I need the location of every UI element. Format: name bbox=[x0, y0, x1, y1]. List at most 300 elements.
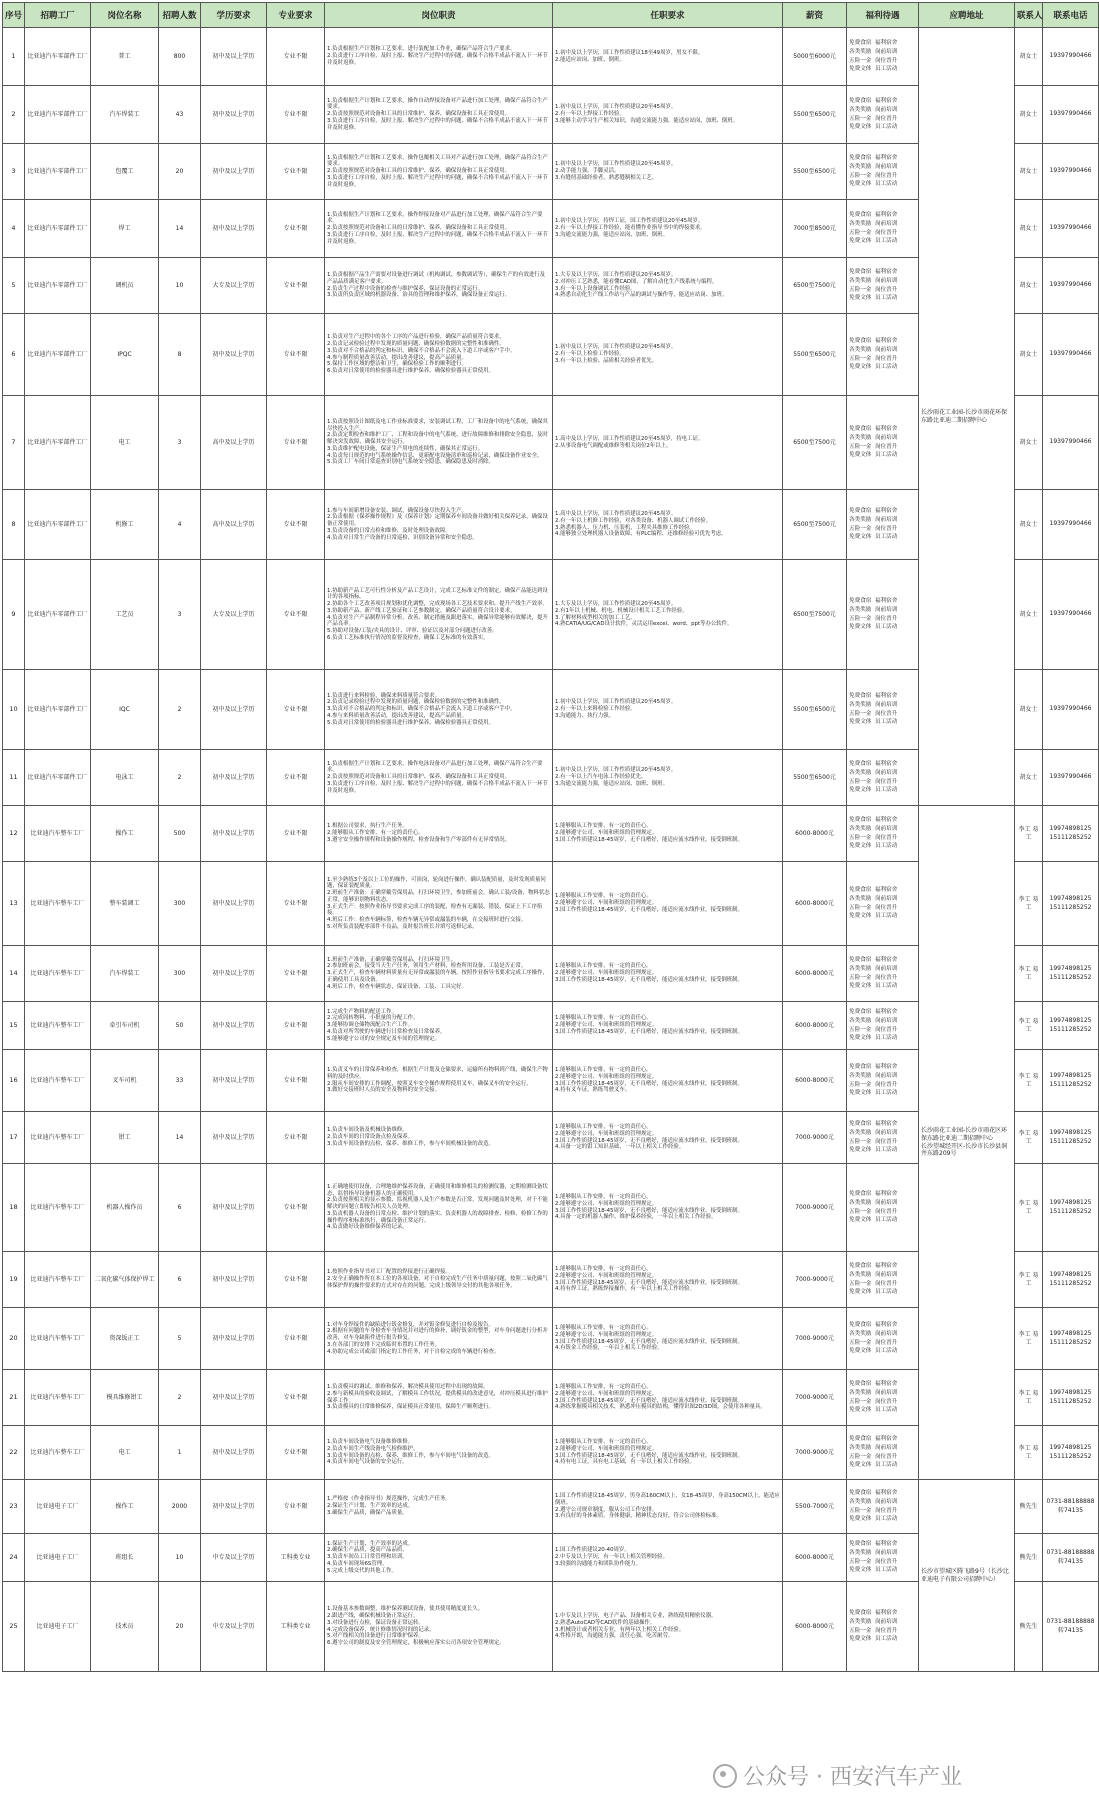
recruitment-table-sheet bbox=[2, 2, 1095, 1803]
duties-cell-line: 4.参与来料质量改善活动，提出改善建议，提高产品质量。 bbox=[327, 712, 467, 719]
requirements-cell-line: 1.能够服从工作安排，有一定的责任心。 bbox=[555, 893, 652, 900]
position-cell: 汽车焊装工 bbox=[91, 86, 159, 144]
benefit-item: 免费文体 bbox=[849, 1567, 872, 1574]
benefit-item: 员工活动 bbox=[874, 1090, 898, 1097]
duties-cell bbox=[325, 1112, 553, 1164]
benefit-item: 岗位晋升 bbox=[874, 286, 898, 293]
row-number: 3 bbox=[3, 144, 25, 200]
row-number: 14 bbox=[3, 946, 25, 1002]
phone-cell: 0731-88188888转74135 bbox=[1043, 1582, 1099, 1672]
benefit-line bbox=[849, 443, 916, 452]
position-cell: 普工 bbox=[91, 28, 159, 86]
education-cell: 初中及以上学历 bbox=[201, 1370, 267, 1426]
requirements-cell-line: 1.能够服从工作安排，有一定的责任心。 bbox=[555, 1384, 652, 1390]
benefit-item: 免费文体 bbox=[849, 624, 872, 631]
benefit-line bbox=[849, 974, 916, 983]
benefit-line bbox=[849, 1566, 916, 1575]
contact-person-cell: 胡女士 bbox=[1015, 144, 1043, 200]
benefit-item: 五险一金 bbox=[849, 286, 872, 293]
contact-person-cell: 李工 易工 bbox=[1015, 1370, 1043, 1426]
benefit-item: 福利宿舍 bbox=[874, 338, 898, 345]
duties-cell-line: 1.负责车间设备电气设备维修维修。 bbox=[327, 1439, 414, 1445]
duties-cell bbox=[325, 1252, 553, 1308]
benefit-item: 五险一金 bbox=[849, 1339, 872, 1346]
requirements-cell bbox=[553, 1002, 783, 1050]
benefit-item: 员工活动 bbox=[874, 295, 898, 302]
benefits-cell bbox=[847, 1308, 919, 1370]
headcount-cell: 33 bbox=[159, 1050, 201, 1112]
benefit-item: 各类奖励 bbox=[849, 346, 872, 353]
benefits-cell bbox=[847, 560, 919, 670]
duties-cell-line: 4.负责对日常生产设备的日常巡检，识别设备异常和安全隐患。 bbox=[327, 534, 478, 541]
phone-cell: 19974898125 15111285252 bbox=[1043, 1112, 1099, 1164]
requirements-cell-line: 3.国工作性质建议18-45周岁，无不良嗜好，能适应流水线作业，接受倒班制。 bbox=[555, 1338, 743, 1345]
benefit-item: 岗前培训 bbox=[874, 1444, 898, 1451]
benefit-item: 五险一金 bbox=[849, 1453, 872, 1460]
phone-cell: 19397990466 bbox=[1043, 560, 1099, 670]
benefit-item: 岗前培训 bbox=[874, 1017, 898, 1024]
phone-cell: 19397990466 bbox=[1043, 144, 1099, 200]
benefit-item: 免费食宿 bbox=[849, 1322, 872, 1329]
benefit-item: 岗位晋升 bbox=[874, 974, 898, 981]
headcount-cell: 2000 bbox=[159, 1480, 201, 1534]
benefit-item: 岗位晋升 bbox=[874, 1026, 898, 1033]
duties-cell-line: 5.负责对日常使用的检验器具进行维护保养，确保检验器具正常使用。 bbox=[327, 719, 494, 726]
benefit-item: 免费文体 bbox=[849, 1636, 872, 1643]
benefit-item: 各类奖励 bbox=[849, 163, 872, 170]
contact-person-cell: 胡女士 bbox=[1015, 490, 1043, 560]
benefit-line bbox=[849, 1498, 916, 1507]
header-cell: 招聘人数 bbox=[159, 3, 201, 28]
contact-person-cell: 李工 易工 bbox=[1015, 1112, 1043, 1164]
benefit-item: 免费文体 bbox=[849, 1090, 872, 1097]
duties-cell-line: 6.负责对日常使用的检验器具进行维护保养，确保检验器具正常使用。 bbox=[327, 368, 494, 374]
requirements-cell-line: 2.动手能力强，手脚灵活。 bbox=[555, 168, 620, 175]
salary-cell: 6000-8000元 bbox=[783, 806, 847, 862]
duties-cell-line: 4.完成设备保养，统计修维情况时间的记录。 bbox=[327, 1626, 435, 1633]
benefit-item: 免费文体 bbox=[849, 1217, 872, 1224]
education-cell: 初中及以上学历 bbox=[201, 1252, 267, 1308]
duties-cell bbox=[325, 396, 553, 490]
duties-cell-line: 3.负责进行工序自检，及时上报、解决生产过程中的问题，确保不合格半成品不流入下一环节并及时返修。 bbox=[327, 780, 548, 794]
benefit-item: 各类奖励 bbox=[849, 769, 872, 776]
duties-cell bbox=[325, 1534, 553, 1582]
benefit-item: 各类奖励 bbox=[849, 1129, 872, 1136]
salary-cell: 6500至7500元 bbox=[783, 258, 847, 314]
duties-cell-line: 3.能够协调仓储物流配合生产工作。 bbox=[327, 1022, 414, 1029]
benefit-item: 免费文体 bbox=[849, 1462, 872, 1469]
duties-cell-line: 2.完成周转物料、小批量的分配工作。 bbox=[327, 1015, 419, 1022]
benefit-line bbox=[849, 1489, 916, 1498]
headcount-cell: 500 bbox=[159, 806, 201, 862]
major-cell: 工科类专业 bbox=[267, 1582, 325, 1672]
benefit-line bbox=[849, 701, 916, 710]
education-cell: 高中及以上学历 bbox=[201, 490, 267, 560]
benefit-line bbox=[849, 786, 916, 795]
duties-cell bbox=[325, 806, 553, 862]
duties-cell-line: 1.对车身焊接件的缺陷进行钣金修复，并对钣金修复进行自检及报告。 bbox=[327, 1321, 494, 1328]
requirements-cell-line: 3.国工作性质建议18-45周岁，无不良嗜好，能适应流水线作业，接受倒班制。 bbox=[555, 1207, 743, 1214]
duties-cell-line: 3.负责所负责区域的机器设备、治具的管理和维护保养，确保设备正常运行。 bbox=[327, 292, 511, 299]
major-cell: 专业不限 bbox=[267, 1308, 325, 1370]
duties-cell-line: 3.正式生产：按照作业指导书要求完成工序的装配，检查有无漏装、错装，保证上下工序衔接。 bbox=[327, 903, 543, 917]
duties-cell-line: 4.参与制程质量改善活动，提出改善建议，提高产品质量。 bbox=[327, 354, 467, 361]
duties-cell-line: 1.负责进行来料检验，确保来料质量符合要求。 bbox=[327, 692, 440, 699]
requirements-cell bbox=[553, 1308, 783, 1370]
benefits-cell bbox=[847, 1002, 919, 1050]
requirements-cell bbox=[553, 1582, 783, 1672]
benefit-line bbox=[849, 1618, 916, 1627]
benefit-line bbox=[849, 1627, 916, 1636]
benefit-line bbox=[849, 533, 916, 542]
duties-cell bbox=[325, 750, 553, 806]
major-cell: 专业不限 bbox=[267, 1002, 325, 1050]
benefit-item: 免费食宿 bbox=[849, 426, 872, 433]
education-cell: 初中及以上学历 bbox=[201, 1480, 267, 1534]
factory-cell: 比亚迪汽车零部件工厂 bbox=[25, 670, 91, 750]
requirements-cell bbox=[553, 1480, 783, 1534]
benefit-item: 免费食宿 bbox=[849, 1381, 872, 1388]
benefit-item: 五险一金 bbox=[849, 443, 872, 450]
requirements-cell-line: 1.能够服从工作安排，有一定的责任心。 bbox=[555, 963, 652, 970]
row-number: 2 bbox=[3, 86, 25, 144]
benefit-item: 免费食宿 bbox=[849, 761, 872, 768]
benefit-item: 员工活动 bbox=[874, 452, 898, 459]
duties-cell-line: 3.负责模具的日常维修保养，保证模具正常使用，保障生产顺利进行。 bbox=[327, 1404, 494, 1411]
contact-person-cell: 胡女士 bbox=[1015, 200, 1043, 258]
position-cell: 工艺员 bbox=[91, 560, 159, 670]
duties-cell bbox=[325, 946, 553, 1002]
benefit-item: 各类奖励 bbox=[849, 1017, 872, 1024]
benefit-item: 免费食宿 bbox=[849, 1191, 872, 1198]
benefit-line bbox=[849, 965, 916, 974]
duties-cell-line: 2.跟进产线，确保机械设备正常运行。 bbox=[327, 1613, 419, 1619]
benefit-line bbox=[849, 1347, 916, 1356]
major-cell: 专业不限 bbox=[267, 1164, 325, 1252]
requirements-cell-line: 1.大专及以上学历，国工作性质建议20至45周岁。 bbox=[555, 272, 677, 278]
requirements-cell bbox=[553, 750, 783, 806]
benefit-item: 岗前培训 bbox=[874, 1271, 898, 1278]
duties-cell-line: 1.班前生产准备，正确穿戴劳保用品，打扫环境卫生。 bbox=[327, 956, 457, 963]
benefit-line bbox=[849, 1549, 916, 1558]
position-cell: 机修工 bbox=[91, 490, 159, 560]
factory-cell: 比亚迪汽车零部件工厂 bbox=[25, 396, 91, 490]
headcount-cell: 14 bbox=[159, 1112, 201, 1164]
contact-person-cell: 熊先生 bbox=[1015, 1534, 1043, 1582]
benefit-line bbox=[849, 1034, 916, 1043]
requirements-cell-line: 2.有一年以上来料检验工作经验。 bbox=[555, 706, 636, 713]
headcount-cell: 6 bbox=[159, 1252, 201, 1308]
benefit-item: 岗位晋升 bbox=[874, 1453, 898, 1460]
major-cell: 专业不限 bbox=[267, 806, 325, 862]
requirements-cell-line: 3.机械设计或者相关专业，有两年以上相关工作经验。 bbox=[555, 1626, 685, 1633]
benefit-item: 员工活动 bbox=[874, 1217, 898, 1224]
benefit-item: 岗前培训 bbox=[874, 701, 898, 708]
benefit-item: 员工活动 bbox=[874, 1516, 898, 1523]
duties-cell-line: 1.负责车间设备及机械设备维修。 bbox=[327, 1127, 408, 1134]
headcount-cell: 2 bbox=[159, 750, 201, 806]
headcount-cell: 10 bbox=[159, 258, 201, 314]
benefits-cell bbox=[847, 1050, 919, 1112]
requirements-cell-line: 4.熟CATIA/UG/CAD设计软件，灵活运用excel、word、ppt等办公软件。 bbox=[555, 621, 733, 628]
duties-cell-line: 2.确保生产品质，提高产品品质。 bbox=[327, 1547, 408, 1554]
benefit-line bbox=[849, 895, 916, 904]
requirements-cell-line: 3.有一年以上设备调试工作经验。 bbox=[555, 285, 636, 292]
benefit-item: 免费食宿 bbox=[849, 957, 872, 964]
benefit-item: 岗位晋升 bbox=[874, 57, 898, 64]
duties-cell-line: 4.负责对所驾驶的车辆进行日常检查及日常保养。 bbox=[327, 1028, 446, 1035]
duties-cell-line: 1.参与车间新增设备安装、调试，确保设备尽快投入生产。 bbox=[327, 507, 467, 514]
benefit-line bbox=[849, 1288, 916, 1297]
benefit-line bbox=[849, 615, 916, 624]
benefit-line bbox=[849, 1208, 916, 1217]
benefit-line bbox=[849, 597, 916, 606]
major-cell: 专业不限 bbox=[267, 1426, 325, 1480]
requirements-cell-line: 4.持有焊工证，熟练焊接操作，有一年以上相关工作经验。 bbox=[555, 1286, 695, 1293]
benefit-item: 免费食宿 bbox=[849, 269, 872, 276]
benefit-line bbox=[849, 172, 916, 181]
requirements-cell bbox=[553, 1050, 783, 1112]
phone-cell: 0731-88188888转74135 bbox=[1043, 1480, 1099, 1534]
factory-cell: 比亚迪汽车零部件工厂 bbox=[25, 490, 91, 560]
benefit-line bbox=[849, 1453, 916, 1462]
requirements-cell bbox=[553, 314, 783, 396]
benefit-line bbox=[849, 211, 916, 220]
salary-cell: 5500至6500元 bbox=[783, 670, 847, 750]
headcount-cell: 1 bbox=[159, 1426, 201, 1480]
salary-cell: 7000-9000元 bbox=[783, 1426, 847, 1480]
position-cell: 二氧化碳气体保护焊工 bbox=[91, 1252, 159, 1308]
benefit-item: 岗位晋升 bbox=[874, 710, 898, 717]
benefit-item: 岗前培训 bbox=[874, 346, 898, 353]
benefit-item: 免费文体 bbox=[849, 983, 872, 990]
salary-cell: 7000-9000元 bbox=[783, 1112, 847, 1164]
requirements-cell-line: 1.能够服从工作安排，有一定的责任心。 bbox=[555, 1439, 652, 1445]
benefit-line bbox=[849, 525, 916, 534]
requirements-cell-line: 2.能够遵守公司、车间和班组的管理规定。 bbox=[555, 1200, 658, 1207]
benefit-item: 岗位晋升 bbox=[874, 355, 898, 362]
benefit-item: 岗位晋升 bbox=[874, 525, 898, 532]
benefit-item: 岗前培训 bbox=[874, 965, 898, 972]
benefit-item: 岗前培训 bbox=[874, 1498, 898, 1505]
phone-cell: 19397990466 bbox=[1043, 314, 1099, 396]
duties-cell-line: 5.保持工作区域的整洁和卫生，确保检验工作的顺利进行。 bbox=[327, 361, 467, 368]
benefit-item: 各类奖励 bbox=[849, 1498, 872, 1505]
phone-cell: 19974898125 15111285252 bbox=[1043, 1050, 1099, 1112]
benefit-line bbox=[849, 180, 916, 189]
benefit-item: 免费食宿 bbox=[849, 1436, 872, 1443]
benefit-item: 福利宿舍 bbox=[874, 761, 898, 768]
benefits-cell bbox=[847, 750, 919, 806]
position-cell: 牵引车司机 bbox=[91, 1002, 159, 1050]
duties-cell-line: 1.设备基本参数调整，维护保养测试设备，使其使用精度更长久。 bbox=[327, 1606, 484, 1613]
headcount-cell: 2 bbox=[159, 1370, 201, 1426]
factory-cell: 比亚迪电子工厂 bbox=[25, 1582, 91, 1672]
duties-cell-line: 2.负责根据《保养操作规程》及《保养计划》定期保养车间设备并做好相关保养记录，确保设备正常使用。 bbox=[327, 514, 548, 528]
benefit-line bbox=[849, 1271, 916, 1280]
requirements-cell-line: 4.有钣金工作经验，一年以上相关工作经验。 bbox=[555, 1345, 663, 1352]
education-cell: 初中及以上学历 bbox=[201, 862, 267, 946]
education-cell: 初中及以上学历 bbox=[201, 946, 267, 1002]
headcount-cell: 10 bbox=[159, 1534, 201, 1582]
benefit-item: 岗前培训 bbox=[874, 769, 898, 776]
duties-cell-line: 2.负责定期检查和维护工厂、工程和设备中的电气系统，进行故障维修和排除安全隐患，及时解决突发故障，确保其安全运行。 bbox=[327, 432, 548, 446]
salary-cell: 6000-8000元 bbox=[783, 946, 847, 1002]
benefit-line bbox=[849, 1008, 916, 1017]
benefits-cell bbox=[847, 1252, 919, 1308]
duties-cell-line: 2.负责进行工序自检，及时上报、解决生产过程中的问题，确保不合格半成品不流入下一环节并及时返修。 bbox=[327, 53, 548, 66]
benefit-item: 福利宿舍 bbox=[874, 598, 898, 605]
headcount-cell: 3 bbox=[159, 560, 201, 670]
benefits-cell bbox=[847, 1370, 919, 1426]
benefit-item: 免费食宿 bbox=[849, 212, 872, 219]
phone-cell: 19974898125 15111285252 bbox=[1043, 1002, 1099, 1050]
watermark-text: 公众号 · 西安汽车产业 bbox=[743, 1765, 962, 1790]
requirements-cell-line: 4.性格开朗，沟通能力强，责任心强，吃苦耐劳。 bbox=[555, 1633, 674, 1640]
benefit-line bbox=[849, 115, 916, 124]
duties-cell-line: 1.负责根据产品生产需要对设备进行调试（机构调试、参数调试等），确保生产的有效进行及产品品质满足客户要求。 bbox=[327, 272, 546, 285]
benefit-item: 福利宿舍 bbox=[874, 1322, 898, 1329]
requirements-cell-line: 2.能够遵守公司、车间和班组的管理规定。 bbox=[555, 900, 658, 907]
salary-cell: 6500至7500元 bbox=[783, 490, 847, 560]
requirements-cell-line: 1.初中及以上学历，国工作性质建议20至45周岁。 bbox=[555, 344, 677, 351]
benefit-line bbox=[849, 1262, 916, 1271]
duties-cell-line: 2.保证生产计划、生产效率的达成。 bbox=[327, 1503, 414, 1510]
requirements-cell-line: 4.熟练掌握模具相关技术，熟悉冲压模具的结构，懂得识图2D/3D图，会使用各种量具。 bbox=[555, 1404, 766, 1411]
factory-cell: 比亚迪汽车整车工厂 bbox=[25, 1164, 91, 1252]
requirements-cell-line: 2.对冲压工艺熟悉，能看懂CAD图，了解自动化生产线系统与编程。 bbox=[555, 278, 718, 285]
benefit-item: 员工活动 bbox=[874, 843, 898, 850]
header-cell: 专业要求 bbox=[267, 3, 325, 28]
header-cell: 应聘地址 bbox=[919, 3, 1015, 28]
benefit-item: 福利宿舍 bbox=[874, 817, 898, 824]
requirements-cell-line: 3.国工作性质建议18-45周岁，无不良嗜好，能适应流水线作业，接受倒班制。 bbox=[555, 1397, 743, 1404]
benefit-item: 岗位晋升 bbox=[874, 443, 898, 450]
education-cell: 初中及以上学历 bbox=[201, 1164, 267, 1252]
requirements-cell-line: 3.较强的沟通能力和团队协作能力。 bbox=[555, 1560, 642, 1567]
benefit-line bbox=[849, 1120, 916, 1129]
benefit-line bbox=[849, 434, 916, 443]
education-cell: 初中及以上学历 bbox=[201, 1112, 267, 1164]
duties-cell-line: 4.负责对生产产品制程异常分析、改善、制定措施及跟进落实，确保异常能够有效解决，提升产品良率。 bbox=[327, 614, 548, 628]
benefit-item: 免费文体 bbox=[849, 364, 872, 371]
benefit-item: 五险一金 bbox=[849, 1208, 872, 1215]
benefit-item: 员工活动 bbox=[874, 1147, 898, 1154]
position-cell: IPQC bbox=[91, 314, 159, 396]
benefit-item: 岗前培训 bbox=[874, 1072, 898, 1079]
duties-cell bbox=[325, 1370, 553, 1426]
benefit-line bbox=[849, 1280, 916, 1289]
benefit-item: 岗位晋升 bbox=[874, 1507, 898, 1514]
benefit-line bbox=[849, 1444, 916, 1453]
benefit-item: 免费食宿 bbox=[849, 1121, 872, 1128]
benefit-item: 福利宿舍 bbox=[874, 1490, 898, 1497]
position-cell: 资深钣正工 bbox=[91, 1308, 159, 1370]
phone-cell: 19974898125 15111285252 bbox=[1043, 1370, 1099, 1426]
duties-cell-line: 5.对所负责装配零部件不良品，及时报告班长并填写返修记录。 bbox=[327, 923, 478, 930]
address-cell: 长沙雨花工业园-长沙市雨花区环保东路比亚迪二期招聘中心 长沙望城经开区-长沙市长沙县洞井东路209号 bbox=[919, 806, 1015, 1480]
benefit-line bbox=[849, 229, 916, 238]
headcount-cell: 300 bbox=[159, 862, 201, 946]
contact-person-cell: 熊先生 bbox=[1015, 1480, 1043, 1534]
major-cell: 专业不限 bbox=[267, 200, 325, 258]
salary-cell: 7000至8500元 bbox=[783, 200, 847, 258]
duties-cell-line: 3.遵守安全操作规程和设备操作规程，检查设备和生产零部件有无异常情况。 bbox=[327, 836, 511, 843]
duties-cell-line: 4.班后工作：检查车辆标签，检查车辆无异常或漏装的车辆，在交接班时进行交接。 bbox=[327, 917, 527, 923]
duties-cell bbox=[325, 1002, 553, 1050]
table-body bbox=[3, 28, 1099, 1672]
contact-person-cell: 胡女士 bbox=[1015, 750, 1043, 806]
duties-cell-line: 2.负责车间生产线设备电气检修维护。 bbox=[327, 1445, 419, 1452]
requirements-cell-line: 3.国工作性质建议18-45周岁，无不良嗜好，能适应流水线作业，接受倒班制。 bbox=[555, 1028, 743, 1035]
wechat-official-account-icon bbox=[713, 1764, 737, 1788]
benefit-line bbox=[849, 1507, 916, 1516]
benefit-line bbox=[849, 710, 916, 719]
benefit-item: 五险一金 bbox=[849, 115, 872, 122]
contact-person-cell: 胡女士 bbox=[1015, 28, 1043, 86]
benefit-item: 岗前培训 bbox=[874, 516, 898, 523]
position-cell: 电泳工 bbox=[91, 750, 159, 806]
major-cell: 专业不限 bbox=[267, 750, 325, 806]
benefit-line bbox=[849, 956, 916, 965]
phone-cell: 19397990466 bbox=[1043, 750, 1099, 806]
benefit-line bbox=[849, 286, 916, 295]
benefit-item: 免费食宿 bbox=[849, 338, 872, 345]
benefits-cell bbox=[847, 1164, 919, 1252]
duties-cell bbox=[325, 490, 553, 560]
requirements-cell-line: 1.大专及以上学历，国工作性质建议20至45周岁。 bbox=[555, 601, 677, 607]
row-number: 18 bbox=[3, 1164, 25, 1252]
requirements-cell bbox=[553, 396, 783, 490]
factory-cell: 比亚迪汽车零部件工厂 bbox=[25, 560, 91, 670]
table-row bbox=[3, 28, 1099, 86]
requirements-cell-line: 2.能适应站岗、加班、倒班。 bbox=[555, 56, 625, 63]
benefit-item: 福利宿舍 bbox=[874, 957, 898, 964]
requirements-cell-line: 2.遵守公司规章制度，服从公司工作安排。 bbox=[555, 1506, 658, 1513]
requirements-cell-line: 4.具备一定的机器人操作、维护保养经验，一年以上相关工作经验。 bbox=[555, 1214, 717, 1221]
requirements-cell bbox=[553, 806, 783, 862]
duties-cell-line: 3.负责对不合格品的判定和标识，确保不合格品不会流入下道工序或客户手中。 bbox=[327, 347, 516, 354]
duties-cell-line: 6.负责工艺标准执行情况的监督及检查，确保工艺标准的有效落实。 bbox=[327, 634, 489, 641]
requirements-cell-line: 4.熟悉自动化生产线工作站与产品的调试与操作等，能适应站岗、加班。 bbox=[555, 292, 728, 299]
benefit-item: 五险一金 bbox=[849, 904, 872, 911]
contact-person-cell: 李工 易工 bbox=[1015, 1164, 1043, 1252]
education-cell: 初中及以上学历 bbox=[201, 1426, 267, 1480]
duties-cell-line: 4.负责做好设备维修保养的记录。 bbox=[327, 1224, 408, 1231]
duties-cell-line: 2.安全正确操作所在本工位的各项设备，对于自检完成生产任务中质量问题，按照二氧化碳气体保护焊的操作要求的方式对存在的问题，完成上级领导交付的其他各项任务。 bbox=[327, 1276, 548, 1289]
benefit-line bbox=[849, 912, 916, 921]
benefit-item: 免费食宿 bbox=[849, 1610, 872, 1617]
requirements-cell-line: 2.有1年以上机械、机电、机械设计相关工艺工作经验。 bbox=[555, 607, 688, 614]
benefit-item: 岗前培训 bbox=[874, 220, 898, 227]
benefit-line bbox=[849, 1515, 916, 1524]
benefit-item: 岗前培训 bbox=[874, 1129, 898, 1136]
requirements-cell-line: 1.初中及以上学历，国工作性质建议20至45周岁。 bbox=[555, 161, 677, 168]
requirements-cell bbox=[553, 1164, 783, 1252]
benefit-item: 员工活动 bbox=[874, 913, 898, 920]
duties-cell-line: 2.根据有问题的车身检查车身情况并对进行的修补，调好钣金的整型，对车身问题进行分析并改善，对车身缺陷件进行报告修复。 bbox=[327, 1328, 548, 1342]
requirements-cell-line: 2.有一年以上焊接工作经验。 bbox=[555, 111, 625, 118]
salary-cell: 7000-9000元 bbox=[783, 1370, 847, 1426]
education-cell: 初中及以上学历 bbox=[201, 86, 267, 144]
benefits-cell bbox=[847, 1582, 919, 1672]
education-cell: 初中及以上学历 bbox=[201, 144, 267, 200]
benefit-item: 免费食宿 bbox=[849, 155, 872, 162]
salary-cell: 7000-9000元 bbox=[783, 1164, 847, 1252]
requirements-cell-line: 1.初中及以上学历，国工作性质建议20至45周岁。 bbox=[555, 104, 677, 111]
requirements-cell-line: 2.能够遵守公司、车间和班组的管理规定。 bbox=[555, 1130, 658, 1137]
requirements-cell-line: 1.初中及以上学历，国工作性质建议20至45周岁。 bbox=[555, 699, 677, 706]
